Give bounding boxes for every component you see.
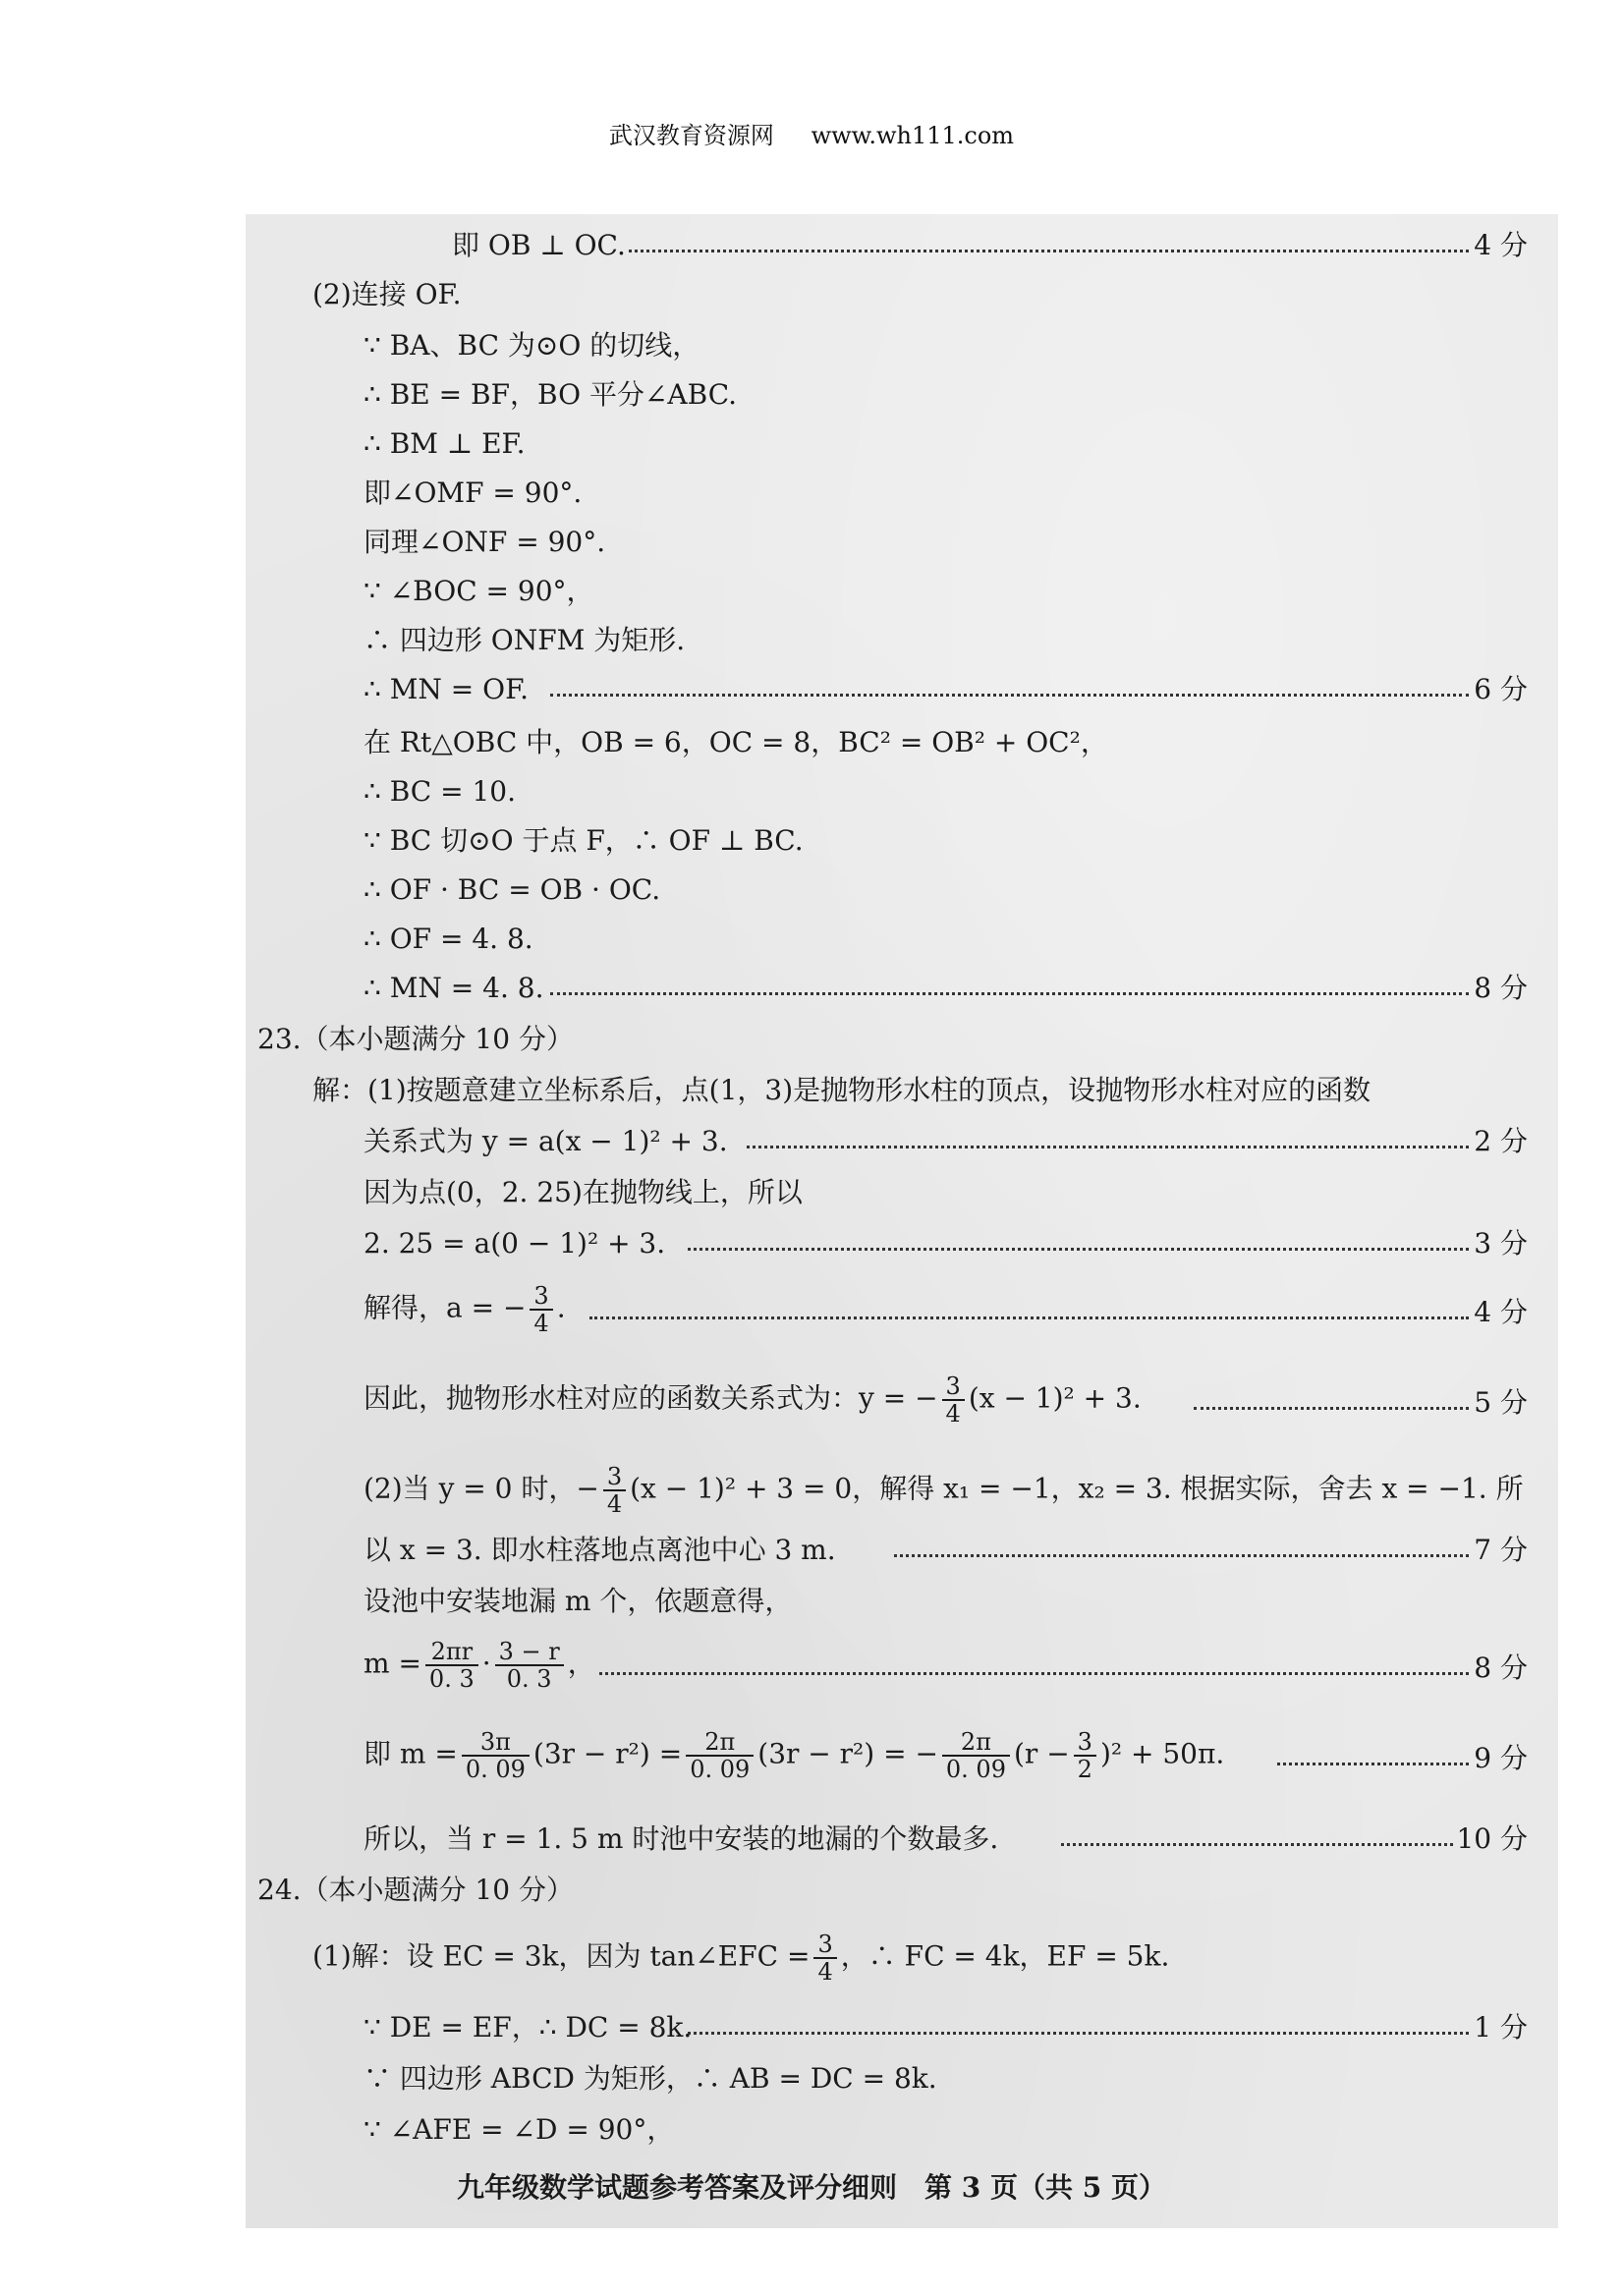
fraction: $\frac{2\pi r}{0. 3}$ bbox=[425, 1639, 478, 1692]
text-line: 以 x = 3. 即水柱落地点离池中心 3 m. bbox=[364, 1534, 836, 1566]
text-line: ∴ MN = 4. 8. bbox=[364, 972, 544, 1004]
fraction: $\frac{3}{2}$ bbox=[1074, 1729, 1096, 1782]
text-line: ∵ BC 切⊙O 于点 F，∴ OF ⊥ BC. bbox=[364, 824, 804, 857]
site-header bbox=[0, 116, 1623, 150]
score-row bbox=[629, 226, 1528, 265]
math-line: (1)解：设 EC = 3k，因为 tan∠EFC = $\frac{3}{4}$ ，∴ FC = 4k，EF = 5k. bbox=[312, 1931, 1170, 1986]
question-heading: 24.（本小题满分 10 分） bbox=[257, 1874, 574, 1906]
score: 4 分 bbox=[1474, 229, 1528, 261]
score-row bbox=[688, 1224, 1528, 1263]
question-heading: 23.（本小题满分 10 分） bbox=[257, 1023, 574, 1055]
score-row bbox=[1061, 1820, 1528, 1859]
text-line: ∴ BE = BF，BO 平分∠ABC. bbox=[364, 378, 738, 411]
score: 6 分 bbox=[1474, 673, 1528, 705]
text-line: 设池中安装地漏 m 个，依题意得， bbox=[364, 1585, 793, 1617]
fraction: $\frac{3}{4}$ bbox=[813, 1932, 836, 1985]
score: 4 分 bbox=[1474, 1296, 1528, 1328]
score: 2 分 bbox=[1474, 1125, 1528, 1157]
text-line: ∴ BM ⊥ EF. bbox=[364, 427, 526, 460]
score: 1 分 bbox=[1474, 2011, 1528, 2044]
score-row bbox=[688, 2008, 1528, 2047]
score-row bbox=[1277, 1739, 1528, 1778]
score-row bbox=[1194, 1383, 1528, 1423]
text-line: ∴ BC = 10. bbox=[364, 775, 517, 808]
text-line: ∴ 四边形 ONFM 为矩形. bbox=[364, 624, 686, 656]
text-line: 关系式为 y = a(x − 1)² + 3. bbox=[364, 1125, 728, 1157]
score-row bbox=[550, 670, 1528, 709]
fraction: $\frac{2\pi}{0. 09}$ bbox=[942, 1729, 1010, 1782]
score-row bbox=[747, 1122, 1528, 1161]
score: 10 分 bbox=[1456, 1822, 1528, 1855]
score-row bbox=[894, 1531, 1528, 1570]
text-line: 因为点(0，2. 25)在抛物线上，所以 bbox=[364, 1176, 803, 1208]
math-line: m = $\frac{2\pi r}{0. 3}$ · $\frac{3 - r}{0. 3}$ ， bbox=[364, 1638, 595, 1693]
math-line: 即 m = $\frac{3\pi}{0. 09}$ (3r − r²) = $\frac{2\pi}{0. 09}$ (3r − r²) = − $\frac{2\pi}{0. 09}$ (r − $\frac{3}{2}$ )² + 50π. bbox=[364, 1728, 1225, 1783]
text-line: ∵ DE = EF，∴ DC = 8k. bbox=[364, 2011, 693, 2044]
math-line: (2)当 y = 0 时，− $\frac{3}{4}$ (x − 1)² + 3 = 0，解得 x₁ = −1，x₂ = 3. 根据实际，舍去 x = −1. 所 bbox=[364, 1463, 1524, 1518]
score: 7 分 bbox=[1474, 1534, 1528, 1566]
math-line: 解得，a = − $\frac{3}{4}$ . bbox=[364, 1282, 566, 1337]
text-line: 即 OB ⊥ OC. bbox=[452, 229, 626, 261]
text-line: ∵ ∠BOC = 90°， bbox=[364, 575, 594, 607]
site-name: 武汉教育资源网 bbox=[608, 122, 774, 149]
text-line: ∵ 四边形 ABCD 为矩形，∴ AB = DC = 8k. bbox=[364, 2062, 937, 2095]
score: 8 分 bbox=[1474, 972, 1528, 1004]
text-line: ∴ OF · BC = OB · OC. bbox=[364, 873, 661, 906]
fraction: $\frac{3}{4}$ bbox=[530, 1283, 552, 1336]
math-line: 因此，抛物形水柱对应的函数关系式为：y = − $\frac{3}{4}$ (x − 1)² + 3. bbox=[364, 1372, 1142, 1428]
score-row bbox=[599, 1649, 1528, 1688]
fraction: $\frac{3}{4}$ bbox=[603, 1464, 626, 1517]
text-line: 所以，当 r = 1. 5 m 时池中安装的地漏的个数最多. bbox=[364, 1822, 999, 1855]
fraction: $\frac{3}{4}$ bbox=[942, 1373, 965, 1427]
fraction: $\frac{3 - r}{0. 3}$ bbox=[495, 1639, 564, 1692]
score: 9 分 bbox=[1474, 1742, 1528, 1774]
page-footer: 九年级数学试题参考答案及评分细则 第 3 页（共 5 页） bbox=[457, 2171, 1166, 2204]
text-line: ∴ OF = 4. 8. bbox=[364, 923, 533, 955]
fraction: $\frac{2\pi}{0. 09}$ bbox=[686, 1729, 754, 1782]
text-line: 解：(1)按题意建立坐标系后，点(1，3)是抛物形水柱的顶点，设抛物形水柱对应的函数 bbox=[312, 1074, 1371, 1106]
fraction: $\frac{3\pi}{0. 09}$ bbox=[462, 1729, 530, 1782]
text-line: 即∠OMF = 90°. bbox=[364, 476, 583, 509]
text-line: ∵ ∠AFE = ∠D = 90°， bbox=[364, 2113, 675, 2146]
text-line: ∵ BA、BC 为⊙O 的切线， bbox=[364, 329, 700, 362]
text-line: 在 Rt△OBC 中，OB = 6，OC = 8，BC² = OB² + OC²， bbox=[364, 726, 1108, 758]
score: 8 分 bbox=[1474, 1652, 1528, 1684]
text-line: 2. 25 = a(0 − 1)² + 3. bbox=[364, 1227, 666, 1260]
score-row bbox=[550, 969, 1528, 1008]
text-line: (2)连接 OF. bbox=[312, 278, 462, 310]
scanned-page bbox=[246, 214, 1558, 2228]
score: 3 分 bbox=[1474, 1227, 1528, 1260]
score: 5 分 bbox=[1474, 1386, 1528, 1419]
score-row bbox=[589, 1293, 1528, 1332]
site-url[interactable]: www.wh111.com bbox=[811, 122, 1015, 149]
text-line: 同理∠ONF = 90°. bbox=[364, 526, 606, 558]
text-line: ∴ MN = OF. bbox=[364, 673, 530, 705]
